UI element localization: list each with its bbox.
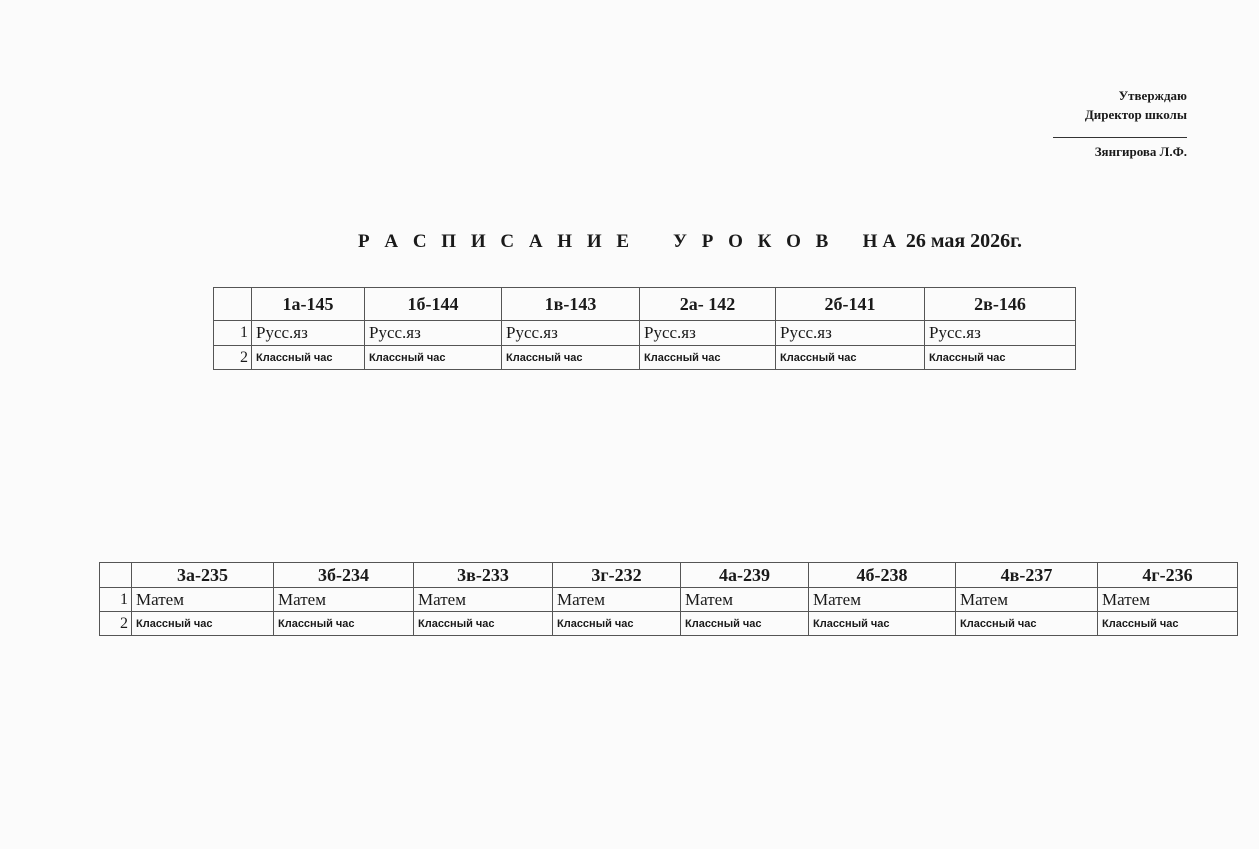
class-header: 1а-145 bbox=[252, 288, 365, 321]
lesson-cell: Русс.яз bbox=[776, 321, 925, 346]
signature-line bbox=[1053, 126, 1187, 138]
lesson-cell: Классный час bbox=[252, 346, 365, 370]
class-header: 1б-144 bbox=[365, 288, 502, 321]
corner-cell bbox=[100, 563, 132, 588]
lesson-cell: Классный час bbox=[365, 346, 502, 370]
lesson-number: 2 bbox=[214, 346, 252, 370]
lesson-cell: Классный час bbox=[956, 612, 1098, 636]
approval-heading: Утверждаю bbox=[1118, 88, 1187, 103]
lesson-cell: Классный час bbox=[414, 612, 553, 636]
class-header: 3г-232 bbox=[553, 563, 681, 588]
lesson-cell: Русс.яз bbox=[640, 321, 776, 346]
lesson-cell: Русс.яз bbox=[925, 321, 1076, 346]
lesson-cell: Классный час bbox=[502, 346, 640, 370]
class-header: 3б-234 bbox=[274, 563, 414, 588]
schedule-table-grades-1-2 bbox=[213, 287, 1076, 370]
corner-cell bbox=[214, 288, 252, 321]
table-row bbox=[214, 346, 1076, 370]
table-header-row bbox=[100, 563, 1238, 588]
class-header: 2в-146 bbox=[925, 288, 1076, 321]
class-header: 2а- 142 bbox=[640, 288, 776, 321]
class-header: 4в-237 bbox=[956, 563, 1098, 588]
class-header: 4б-238 bbox=[809, 563, 956, 588]
class-header: 4а-239 bbox=[681, 563, 809, 588]
class-header: 2б-141 bbox=[776, 288, 925, 321]
title-text: Р А С П И С А Н И Е У Р О К О В НА bbox=[358, 231, 902, 252]
lesson-number: 1 bbox=[100, 588, 132, 612]
lesson-number: 2 bbox=[100, 612, 132, 636]
lesson-cell: Классный час bbox=[132, 612, 274, 636]
lesson-cell: Матем bbox=[132, 588, 274, 612]
lesson-cell: Русс.яз bbox=[502, 321, 640, 346]
lesson-cell: Классный час bbox=[1098, 612, 1238, 636]
lesson-cell: Матем bbox=[956, 588, 1098, 612]
lesson-cell: Классный час bbox=[776, 346, 925, 370]
lesson-cell: Матем bbox=[553, 588, 681, 612]
lesson-cell: Матем bbox=[414, 588, 553, 612]
class-header: 3а-235 bbox=[132, 563, 274, 588]
lesson-cell: Классный час bbox=[681, 612, 809, 636]
approval-position: Директор школы bbox=[1084, 107, 1187, 122]
lesson-cell: Классный час bbox=[640, 346, 776, 370]
director-name: Зянгирова Л.Ф. bbox=[1094, 144, 1187, 159]
lesson-cell: Классный час bbox=[553, 612, 681, 636]
class-header: 4г-236 bbox=[1098, 563, 1238, 588]
approval-block bbox=[1037, 86, 1187, 161]
lesson-cell: Матем bbox=[809, 588, 956, 612]
lesson-cell: Русс.яз bbox=[365, 321, 502, 346]
lesson-cell: Классный час bbox=[274, 612, 414, 636]
table-header-row bbox=[214, 288, 1076, 321]
lesson-cell: Матем bbox=[681, 588, 809, 612]
class-header: 1в-143 bbox=[502, 288, 640, 321]
lesson-cell: Матем bbox=[1098, 588, 1238, 612]
lesson-cell: Классный час bbox=[809, 612, 956, 636]
lesson-cell: Матем bbox=[274, 588, 414, 612]
title-date: 26 мая 2026г. bbox=[905, 230, 1022, 252]
class-header: 3в-233 bbox=[414, 563, 553, 588]
page-title bbox=[358, 230, 1022, 253]
schedule-table-grades-3-4 bbox=[99, 562, 1238, 636]
lesson-number: 1 bbox=[214, 321, 252, 346]
table-row bbox=[214, 321, 1076, 346]
table-row bbox=[100, 588, 1238, 612]
table-row bbox=[100, 612, 1238, 636]
lesson-cell: Русс.яз bbox=[252, 321, 365, 346]
lesson-cell: Классный час bbox=[925, 346, 1076, 370]
